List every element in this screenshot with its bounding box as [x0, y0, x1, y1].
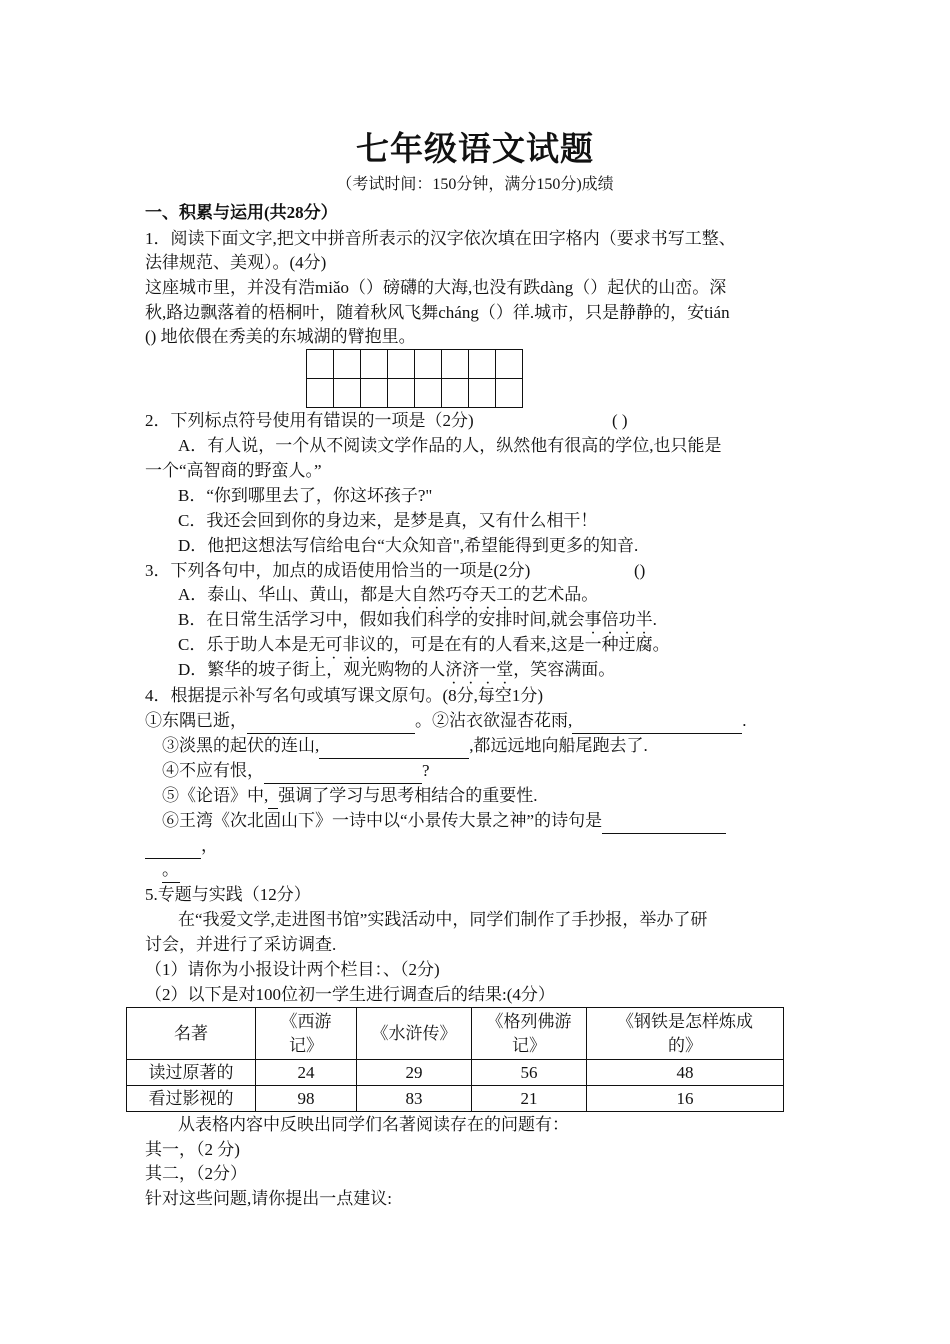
q3-option-a — [178, 583, 598, 607]
option-text: A．泰山、华山、黄山，都是 — [178, 585, 395, 604]
q2-option-a-line1: A．有人说，一个从不阅读文学作品的人，纵然他有很高的学位,也只能是 — [178, 436, 722, 455]
q2-stem: 2．下列标点符号使用有错误的一项是（2分) — [145, 411, 474, 430]
table-cell: 83 — [357, 1086, 472, 1112]
grid-cell[interactable] — [415, 350, 442, 379]
q5-issue-two: 其二，（2分） — [145, 1164, 247, 1183]
grid-cell[interactable] — [361, 379, 388, 408]
q4-line6 — [145, 834, 218, 859]
prompt-text: ④不应有恨， — [162, 761, 264, 780]
writing-grid[interactable] — [306, 349, 523, 408]
dotted-char: 议 — [359, 635, 377, 654]
q3-option-b — [178, 608, 657, 632]
q5-issue-one: 其一，（2 分) — [145, 1140, 240, 1159]
option-text: B．在日常生活学习中，假如我们科学的安排时间,就会 — [178, 610, 585, 629]
header-text: 记》 — [512, 1035, 546, 1055]
grid-cell[interactable] — [469, 379, 496, 408]
dotted-char: 无 — [308, 635, 326, 654]
option-text: ，笑容满面。 — [513, 660, 616, 679]
grid-cell[interactable] — [388, 379, 415, 408]
table-cell: 48 — [587, 1060, 784, 1086]
q5-part2: （2）以下是对100位初一学生进行调查后的结果:(4分） — [145, 985, 555, 1004]
page-title: 七年级语文试题 — [356, 132, 594, 168]
grid-cell[interactable] — [307, 350, 334, 379]
table-header-row — [127, 1008, 784, 1060]
survey-table — [126, 1007, 784, 1112]
grid-cell[interactable] — [442, 379, 469, 408]
grid-cell[interactable] — [442, 350, 469, 379]
table-cell: 29 — [357, 1060, 472, 1086]
q2-option-c: C．我还会回到你的身边来，是梦是真，又有什么相干！ — [178, 511, 598, 530]
dotted-char: 半 — [635, 610, 653, 629]
prompt-text: ， — [201, 836, 218, 855]
prompt-text: ①东隅已逝， — [145, 711, 247, 730]
q5-intro-line2: 讨会，并进行了采访调查. — [145, 935, 337, 954]
q5-stem: 5.专题与实践（12分） — [145, 885, 311, 904]
option-text: C．乐于助人本是 — [178, 635, 309, 654]
answer-blank[interactable] — [145, 834, 201, 859]
q4-line1 — [145, 709, 747, 734]
prompt-text: . — [742, 711, 747, 730]
grid-cell[interactable] — [334, 379, 361, 408]
table-cell: 21 — [472, 1086, 587, 1112]
q1-line5: () 地依偎在秀美的东城湖的臂抱里。 — [145, 327, 416, 346]
header-cell — [127, 1008, 256, 1060]
q1-line2: 法律规范、美观）。(4分) — [145, 253, 327, 272]
q5-analysis-prompt: 从表格内容中反映出同学们名著阅读存在的问题有： — [178, 1115, 569, 1134]
table-row — [127, 1086, 784, 1112]
section-heading: 一、积累与运用(共28分） — [145, 203, 338, 222]
header-cell — [587, 1008, 784, 1060]
table-cell: 看过影视的 — [127, 1086, 256, 1112]
header-text: 《水浒传》 — [371, 1023, 457, 1043]
answer-blank[interactable] — [264, 759, 422, 784]
answer-blank[interactable] — [319, 734, 469, 759]
q2-answer-bracket[interactable]: ( ) — [612, 411, 628, 430]
header-cell — [472, 1008, 587, 1060]
header-text: 《西游 — [280, 1011, 332, 1031]
header-cell — [256, 1008, 357, 1060]
grid-cell[interactable] — [388, 350, 415, 379]
q4-line2 — [162, 734, 648, 759]
q3-option-c — [178, 633, 670, 657]
dotted-char: 自 — [411, 585, 429, 604]
q3-option-d — [178, 658, 615, 682]
grid-cell[interactable] — [496, 350, 523, 379]
dotted-char: 功 — [618, 610, 636, 629]
header-cell — [357, 1008, 472, 1060]
dotted-char: 夺 — [462, 585, 480, 604]
table-cell: 98 — [256, 1086, 357, 1112]
q4-line3 — [162, 759, 430, 784]
grid-cell[interactable] — [361, 350, 388, 379]
grid-cell[interactable] — [307, 379, 334, 408]
dotted-char: 巧 — [445, 585, 463, 604]
dotted-char: 工 — [496, 585, 514, 604]
header-text: 名著 — [174, 1023, 208, 1043]
answer-blank[interactable] — [268, 784, 278, 809]
option-text: 的，可是在有的人看来,这是一种迂腐。 — [376, 635, 670, 654]
prompt-text: ③淡黑的起伏的连山, — [162, 736, 320, 755]
q3-stem: 3．下列各句中，加点的成语使用恰当的一项是(2分) — [145, 561, 531, 580]
dotted-char: 济 — [445, 660, 463, 679]
prompt-text: ,都远远地向船尾跑去了. — [469, 736, 648, 755]
q2-option-a-line2: 一个“高智商的野蛮人。” — [145, 461, 322, 480]
table-cell: 16 — [587, 1086, 784, 1112]
q4-line7 — [162, 858, 180, 883]
table-row — [127, 1060, 784, 1086]
option-text: D．繁华的坡子街上，观光购物的人 — [178, 660, 446, 679]
prompt-text: ⑤《论语》中, — [162, 786, 269, 805]
prompt-text: 。 — [162, 860, 179, 879]
table-cell: 56 — [472, 1060, 587, 1086]
option-text: 的艺术品。 — [513, 585, 599, 604]
grid-row — [307, 379, 523, 408]
table-cell: 读过原著的 — [127, 1060, 256, 1086]
dotted-char: 天 — [479, 585, 497, 604]
header-text: 《格列佛游 — [486, 1011, 572, 1031]
dotted-char: 倍 — [601, 610, 619, 629]
answer-blank[interactable] — [162, 858, 180, 883]
grid-row — [307, 350, 523, 379]
dotted-char: 一 — [479, 660, 497, 679]
header-text: 记》 — [289, 1035, 323, 1055]
option-text: . — [652, 610, 657, 629]
q1-line1: 1．阅读下面文字,把文中拼音所表示的汉字依次填在田字格内（要求书写工整、 — [145, 229, 736, 248]
q5-part1: （1）请你为小报设计两个栏目：、（2分) — [145, 960, 440, 979]
table-cell: 24 — [256, 1060, 357, 1086]
dotted-char: 济 — [462, 660, 480, 679]
answer-blank[interactable] — [572, 709, 742, 734]
header-text: 的》 — [668, 1035, 702, 1055]
q4-stem: 4．根据提示补写名句或填写课文原句。(8分,每空1分) — [145, 686, 544, 705]
q2-option-b: B．“你到哪里去了，你这坏孩子?" — [178, 486, 433, 505]
prompt-text: 强调了学习与思考相结合的重要性. — [278, 786, 538, 805]
q4-line5 — [162, 809, 726, 834]
grid-cell[interactable] — [496, 379, 523, 408]
q1-line4: 秋,路边飘落着的梧桐叶，随着秋风飞舞cháng（）徉.城市，只是静静的，安tián — [145, 303, 730, 322]
answer-blank[interactable] — [247, 709, 415, 734]
prompt-text: ⑥王湾《次北固山下》一诗中以“小景传大景之神”的诗句是 — [162, 811, 603, 830]
exam-subtitle: （考试时间：150分钟，满分150分)成绩 — [336, 176, 614, 193]
prompt-text: 。②沾衣欲湿杏花雨, — [415, 711, 573, 730]
q5-suggestion-prompt: 针对这些问题,请你提出一点建议: — [145, 1189, 392, 1208]
q5-intro-line1: 在“我爱文学,走进图书馆”实践活动中，同学们制作了手抄报，举办了研 — [178, 910, 708, 929]
q2-option-d: D．他把这想法写信给电台“大众知音",希望能得到更多的知音. — [178, 536, 639, 555]
prompt-text: ? — [422, 761, 430, 780]
grid-cell[interactable] — [415, 379, 442, 408]
answer-blank[interactable] — [602, 809, 726, 834]
q3-answer-bracket[interactable]: () — [634, 561, 646, 580]
q4-line4 — [162, 784, 538, 809]
dotted-char: 大 — [394, 585, 412, 604]
dotted-char: 可 — [325, 635, 343, 654]
dotted-char: 非 — [342, 635, 360, 654]
grid-cell[interactable] — [334, 350, 361, 379]
grid-cell[interactable] — [469, 350, 496, 379]
header-text: 《钢铁是怎样炼成 — [617, 1011, 753, 1031]
dotted-char: 堂 — [496, 660, 514, 679]
dotted-char: 事 — [584, 610, 602, 629]
dotted-char: 然 — [428, 585, 446, 604]
q1-line3: 这座城市里，并没有浩miǎo（）磅礴的大海,也没有跌dàng（）起伏的山峦。深 — [145, 278, 727, 297]
